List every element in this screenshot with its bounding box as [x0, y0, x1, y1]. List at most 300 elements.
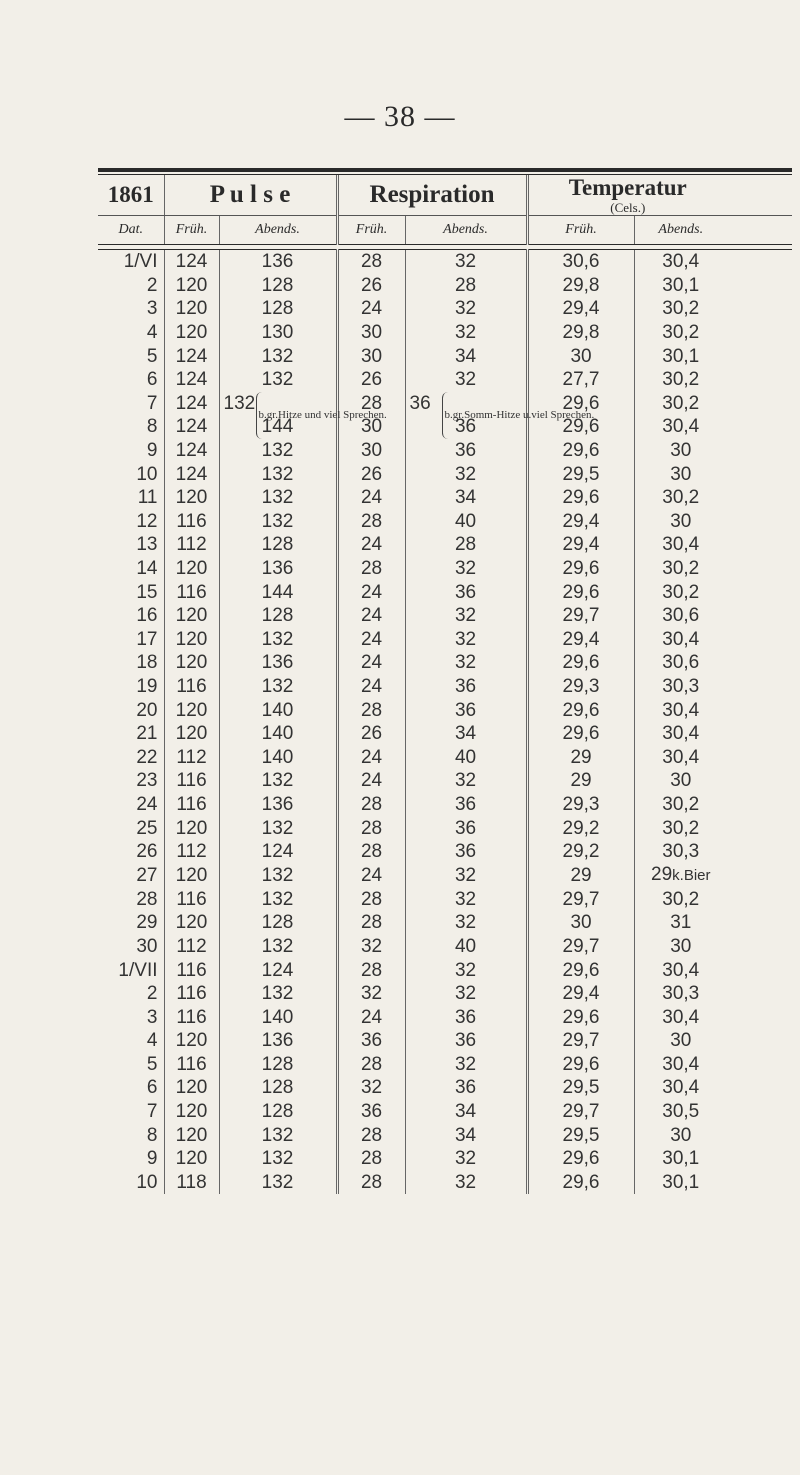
table-row [98, 1076, 792, 1100]
temperature-unit: (Cels.) [610, 200, 646, 215]
pulse-morning-cell: 120 [164, 1029, 219, 1053]
resp-evening-cell: 34 [405, 1100, 527, 1124]
pulse-morning-cell: 116 [164, 510, 219, 534]
temp-morning-cell: 29,6 [527, 1171, 634, 1195]
pulse-evening-cell-value: 132 [223, 393, 256, 415]
resp-evening-cell: 32 [405, 887, 527, 911]
pulse-evening-cell: 132 [219, 368, 337, 392]
table-row [98, 1100, 792, 1124]
temp-morning-cell: 29,8 [527, 274, 634, 298]
pulse-evening-cell: 140 [219, 745, 337, 769]
table-row [98, 462, 792, 486]
table-row [98, 580, 792, 604]
temp-evening-cell: 30 [634, 1123, 727, 1147]
temp-morning-cell: 29,6 [527, 722, 634, 746]
pulse-header: P u l s e [164, 175, 337, 216]
temp-evening-cell: 30,2 [634, 557, 727, 581]
resp-evening-cell: 32 [405, 982, 527, 1006]
date-cell: 8 [146, 416, 158, 438]
temp-evening-cell: 30,3 [634, 982, 727, 1006]
brace-annotation: b.gr.Somm-Hitze u.viel Sprechen. [442, 392, 517, 439]
resp-morning-cell: 24 [337, 486, 405, 510]
temp-morning-cell: 29,6 [527, 439, 634, 463]
temp-evening-cell: 30,2 [634, 816, 727, 840]
margin-spacer [727, 769, 792, 793]
pulse-evening-cell: 136 [219, 557, 337, 581]
table-row [98, 1005, 792, 1029]
date-cell: 27 [136, 864, 158, 886]
temp-morning-cell: 29,2 [527, 816, 634, 840]
temp-evening-cell: 30,4 [634, 1053, 727, 1077]
margin-spacer [727, 486, 792, 510]
pulse-morning-cell: 120 [164, 486, 219, 510]
date-cell: 9 [146, 1148, 158, 1170]
pulse-evening-cell: 128 [219, 1100, 337, 1124]
resp-evening-cell: 40 [405, 745, 527, 769]
resp-morning-cell: 24 [337, 604, 405, 628]
resp-morning-cell: 36 [337, 1100, 405, 1124]
resp-evening-cell: 32 [405, 250, 527, 274]
resp-evening-cell: 32 [405, 1053, 527, 1077]
pulse-evening-cell: 136 [219, 250, 337, 274]
date-cell: 5 [146, 1053, 158, 1075]
resp-evening-cell-value: 36 [409, 393, 431, 415]
temp-evening-cell: 30,1 [634, 344, 727, 368]
date-cell: 10 [136, 1171, 158, 1193]
date-cell: 1/VI [123, 251, 158, 273]
resp-morning-cell: 28 [337, 557, 405, 581]
temp-morning-cell: 29,6 [527, 651, 634, 675]
date-cell: 19 [136, 675, 158, 697]
date-cell: 1/VII [118, 959, 158, 981]
pulse-morning-cell: 124 [164, 250, 219, 274]
resp-evening-cell: 32 [405, 958, 527, 982]
resp-morning-cell: 24 [337, 1005, 405, 1029]
resp-morning-cell: 32 [337, 935, 405, 959]
measurement-table [98, 168, 792, 1194]
temp-evening-cell: 30,4 [634, 250, 727, 274]
table-row [98, 321, 792, 345]
page-number: — 38 — [344, 100, 456, 133]
pulse-morning-cell: 116 [164, 580, 219, 604]
temp-morning-cell: 29,4 [527, 628, 634, 652]
margin-spacer [727, 745, 792, 769]
pulse-morning-cell: 112 [164, 533, 219, 557]
temp-evening-cell: 30 [634, 439, 727, 463]
resp-evening-cell: 36 [405, 1029, 527, 1053]
resp-evening-cell: 32 [405, 651, 527, 675]
temp-evening-cell: 30,4 [634, 722, 727, 746]
temp-morning-cell: 30 [527, 911, 634, 935]
pulse-morning-cell: 120 [164, 321, 219, 345]
resp-evening-cell: 36 [405, 415, 527, 439]
pulse-evening-cell: 132 [219, 887, 337, 911]
temp-morning-cell: 29 [527, 745, 634, 769]
margin-spacer [727, 935, 792, 959]
temp-evening-cell [634, 863, 727, 887]
temp-evening-cell: 30,2 [634, 580, 727, 604]
table-row [98, 510, 792, 534]
temp-morning-cell: 29,6 [527, 1147, 634, 1171]
margin-spacer [727, 1100, 792, 1124]
respiration-header: Respiration [337, 175, 527, 216]
temp-morning-cell: 29,4 [527, 533, 634, 557]
table-row [98, 533, 792, 557]
table-row [98, 557, 792, 581]
pulse-morning-cell: 120 [164, 698, 219, 722]
temp-evening-cell: 30,4 [634, 415, 727, 439]
brace-annotation: b.gr.Hitze und viel Sprechen. [256, 392, 331, 439]
table-row [98, 698, 792, 722]
margin-spacer [727, 1147, 792, 1171]
margin-spacer [727, 297, 792, 321]
date-cell: 7 [146, 1101, 158, 1123]
pulse-morning-cell: 120 [164, 816, 219, 840]
margin-spacer [727, 958, 792, 982]
pulse-evening-cell: 132 [219, 344, 337, 368]
temp-evening-cell: 30,1 [634, 1147, 727, 1171]
temp-evening-cell: 30,2 [634, 297, 727, 321]
table-row [98, 651, 792, 675]
date-cell: 2 [146, 983, 158, 1005]
pulse-morning-cell: 120 [164, 651, 219, 675]
date-cell: 25 [136, 817, 158, 839]
date-cell: 4 [146, 1030, 158, 1052]
resp-morning-cell: 28 [337, 1053, 405, 1077]
margin-spacer [727, 462, 792, 486]
pulse-evening-cell: 136 [219, 1029, 337, 1053]
resp-morning-cell: 28 [337, 840, 405, 864]
temp-morning-cell: 29,3 [527, 793, 634, 817]
temp-evening-cell: 30,1 [634, 1171, 727, 1195]
resp-morning-cell: 28 [337, 911, 405, 935]
pulse-morning-cell: 120 [164, 911, 219, 935]
resp-morning-cell: 26 [337, 274, 405, 298]
date-cell: 3 [146, 1006, 158, 1028]
pulse-morning-cell: 116 [164, 793, 219, 817]
pulse-evening-cell: 132 [219, 628, 337, 652]
resp-evening-cell: 28 [405, 274, 527, 298]
margin-spacer [727, 175, 792, 216]
temp-evening-cell: 30,2 [634, 793, 727, 817]
resp-morning-cell: 28 [337, 392, 405, 416]
temp-morning-cell: 29,6 [527, 698, 634, 722]
pulse-evening-cell: 140 [219, 1005, 337, 1029]
table-row [98, 982, 792, 1006]
temp-morning-cell: 29,6 [527, 392, 634, 416]
date-cell: 28 [136, 888, 158, 910]
pulse-morning-cell: 112 [164, 935, 219, 959]
pulse-morning-cell: 124 [164, 415, 219, 439]
resp-morning-cell: 24 [337, 628, 405, 652]
resp-morning-cell: 24 [337, 769, 405, 793]
temp-evening-cell: 31 [634, 911, 727, 935]
resp-evening-cell: 32 [405, 1147, 527, 1171]
resp-morning-cell: 28 [337, 816, 405, 840]
pulse-evening-cell: 132 [219, 1147, 337, 1171]
temp-morning-cell: 29 [527, 769, 634, 793]
pulse-evening-cell: 128 [219, 533, 337, 557]
year-header: 1861 [98, 175, 164, 216]
temp-evening-cell: 30 [634, 462, 727, 486]
date-cell: 9 [146, 440, 158, 462]
resp-evening-cell: 28 [405, 533, 527, 557]
pulse-morning-cell: 120 [164, 628, 219, 652]
pulse-morning-cell: 124 [164, 462, 219, 486]
data-table [98, 175, 792, 1194]
table-row [98, 274, 792, 298]
temp-evening-cell: 30,5 [634, 1100, 727, 1124]
temp-morning-cell: 29,6 [527, 415, 634, 439]
table-row [98, 344, 792, 368]
table-row [98, 863, 792, 887]
pulse-morning-cell: 116 [164, 1005, 219, 1029]
date-subheader: Dat. [98, 216, 164, 245]
table-row [98, 1123, 792, 1147]
resp-evening-cell: 40 [405, 935, 527, 959]
temp-morning-cell: 29,4 [527, 510, 634, 534]
pulse-evening-cell: 124 [219, 840, 337, 864]
margin-spacer [727, 722, 792, 746]
date-cell: 16 [136, 605, 158, 627]
date-cell: 11 [137, 487, 158, 509]
temp-morning-cell: 29,5 [527, 1076, 634, 1100]
margin-spacer [727, 1053, 792, 1077]
resp-evening-cell: 36 [405, 698, 527, 722]
resp-evening-cell: 36 [405, 816, 527, 840]
margin-spacer [727, 415, 792, 439]
pulse-morning-cell: 120 [164, 722, 219, 746]
margin-spacer [727, 344, 792, 368]
resp-evening-cell: 32 [405, 462, 527, 486]
temp-evening-cell: 30 [634, 935, 727, 959]
date-cell: 3 [146, 298, 158, 320]
pulse-evening-cell: 144 [219, 580, 337, 604]
temp-evening-cell: 30 [634, 1029, 727, 1053]
temp-evening-cell: 30 [634, 769, 727, 793]
date-cell: 21 [136, 723, 158, 745]
table-row [98, 1147, 792, 1171]
resp-evening-cell: 32 [405, 863, 527, 887]
date-cell: 14 [136, 558, 158, 580]
temp-morning-cell: 29,6 [527, 1005, 634, 1029]
temp-morning-cell: 29,4 [527, 297, 634, 321]
margin-spacer [727, 392, 792, 416]
pulse-evening-cell: 130 [219, 321, 337, 345]
table-row [98, 840, 792, 864]
temp-morning-cell: 29,5 [527, 462, 634, 486]
resp-morning-cell: 30 [337, 439, 405, 463]
temp-morning-subheader: Früh. [527, 216, 634, 245]
date-cell: 8 [146, 1124, 158, 1146]
pulse-morning-cell: 116 [164, 982, 219, 1006]
table-row [98, 250, 792, 274]
pulse-morning-subheader: Früh. [164, 216, 219, 245]
resp-morning-cell: 30 [337, 321, 405, 345]
resp-evening-cell: 32 [405, 604, 527, 628]
resp-morning-cell: 28 [337, 1147, 405, 1171]
date-cell: 20 [136, 699, 158, 721]
temp-evening-cell: 30,2 [634, 887, 727, 911]
margin-spacer [727, 274, 792, 298]
date-cell: 22 [136, 746, 158, 768]
pulse-morning-cell: 124 [164, 344, 219, 368]
pulse-morning-cell: 120 [164, 274, 219, 298]
margin-spacer [727, 1029, 792, 1053]
margin-spacer [727, 793, 792, 817]
margin-spacer [727, 628, 792, 652]
margin-spacer [727, 250, 792, 274]
date-cell: 2 [146, 274, 158, 296]
margin-spacer [727, 698, 792, 722]
table-row [98, 628, 792, 652]
pulse-evening-cell: 132 [219, 462, 337, 486]
margin-spacer [727, 675, 792, 699]
margin-spacer [727, 982, 792, 1006]
temp-evening-cell: 30,4 [634, 533, 727, 557]
temp-evening-cell: 30,3 [634, 675, 727, 699]
table-row [98, 958, 792, 982]
resp-evening-cell: 36 [405, 580, 527, 604]
margin-spacer [727, 604, 792, 628]
pulse-evening-cell: 128 [219, 1076, 337, 1100]
margin-spacer [727, 1005, 792, 1029]
pulse-morning-cell: 120 [164, 604, 219, 628]
date-cell: 17 [136, 628, 158, 650]
date-cell: 13 [136, 534, 158, 556]
temp-morning-cell: 29 [527, 863, 634, 887]
table-row [98, 297, 792, 321]
margin-spacer [727, 840, 792, 864]
pulse-evening-cell: 132 [219, 935, 337, 959]
table-top-rule [98, 168, 792, 172]
temp-evening-subheader: Abends. [634, 216, 727, 245]
margin-spacer [727, 439, 792, 463]
temp-morning-cell: 29,6 [527, 958, 634, 982]
resp-morning-cell: 24 [337, 297, 405, 321]
date-cell: 29 [136, 912, 158, 934]
resp-evening-cell: 32 [405, 769, 527, 793]
resp-morning-cell: 36 [337, 1029, 405, 1053]
temp-evening-cell: 30,2 [634, 486, 727, 510]
temperature-header [527, 175, 727, 216]
margin-spacer [727, 1171, 792, 1195]
pulse-evening-cell: 132 [219, 510, 337, 534]
margin-spacer [727, 1076, 792, 1100]
resp-morning-cell: 32 [337, 982, 405, 1006]
date-cell: 30 [136, 935, 158, 957]
temp-evening-cell: 30,4 [634, 1076, 727, 1100]
date-cell: 15 [136, 581, 158, 603]
table-body [98, 250, 792, 1195]
resp-morning-cell: 24 [337, 533, 405, 557]
pulse-evening-cell: 132 [219, 439, 337, 463]
pulse-evening-cell: 132 [219, 816, 337, 840]
resp-evening-cell: 32 [405, 368, 527, 392]
date-cell: 7 [146, 392, 158, 414]
date-cell: 10 [136, 463, 158, 485]
resp-morning-cell: 28 [337, 887, 405, 911]
table-row [98, 745, 792, 769]
temp-morning-cell: 30 [527, 344, 634, 368]
table-row [98, 368, 792, 392]
pulse-morning-cell: 112 [164, 745, 219, 769]
resp-morning-cell: 30 [337, 415, 405, 439]
resp-morning-cell: 26 [337, 368, 405, 392]
pulse-evening-cell: 128 [219, 297, 337, 321]
table-row [98, 1053, 792, 1077]
resp-evening-cell: 32 [405, 297, 527, 321]
resp-morning-cell: 24 [337, 675, 405, 699]
pulse-morning-cell: 124 [164, 439, 219, 463]
pulse-evening-cell: 132 [219, 1171, 337, 1195]
temp-evening-cell: 30,6 [634, 604, 727, 628]
table-row [98, 1029, 792, 1053]
temp-evening-cell: 30,4 [634, 698, 727, 722]
table-row [98, 486, 792, 510]
date-cell: 23 [136, 770, 158, 792]
resp-evening-cell: 36 [405, 439, 527, 463]
pulse-morning-cell: 116 [164, 887, 219, 911]
table-row [98, 722, 792, 746]
resp-morning-cell: 30 [337, 344, 405, 368]
pulse-evening-cell: 132 [219, 863, 337, 887]
resp-evening-cell: 32 [405, 628, 527, 652]
resp-morning-cell: 24 [337, 863, 405, 887]
margin-spacer [727, 1123, 792, 1147]
pulse-evening-cell: 128 [219, 1053, 337, 1077]
table-row [98, 439, 792, 463]
pulse-evening-cell: 124 [219, 958, 337, 982]
pulse-evening-cell: 132 [219, 675, 337, 699]
margin-spacer [727, 557, 792, 581]
date-cell: 18 [136, 652, 158, 674]
resp-evening-subheader: Abends. [405, 216, 527, 245]
temp-morning-cell: 27,7 [527, 368, 634, 392]
pulse-evening-cell: 128 [219, 274, 337, 298]
resp-evening-cell: 34 [405, 344, 527, 368]
pulse-evening-subheader: Abends. [219, 216, 337, 245]
margin-spacer [727, 816, 792, 840]
resp-morning-cell: 28 [337, 1171, 405, 1195]
resp-morning-cell: 26 [337, 462, 405, 486]
table-row [98, 604, 792, 628]
temp-morning-cell: 29,7 [527, 1100, 634, 1124]
resp-evening-cell: 32 [405, 1171, 527, 1195]
temp-morning-cell: 29,6 [527, 1053, 634, 1077]
pulse-evening-cell: 140 [219, 698, 337, 722]
temp-morning-cell: 29,6 [527, 486, 634, 510]
pulse-evening-cell: 136 [219, 651, 337, 675]
margin-spacer [727, 863, 792, 887]
resp-evening-cell: 40 [405, 510, 527, 534]
resp-evening-cell: 32 [405, 557, 527, 581]
resp-morning-cell: 26 [337, 722, 405, 746]
pulse-evening-cell: 132 [219, 486, 337, 510]
table-row [98, 911, 792, 935]
margin-spacer [727, 580, 792, 604]
pulse-morning-cell: 124 [164, 368, 219, 392]
margin-spacer [727, 368, 792, 392]
resp-morning-cell: 28 [337, 698, 405, 722]
table-row [98, 793, 792, 817]
temp-evening-cell: 30,4 [634, 1005, 727, 1029]
margin-spacer [727, 887, 792, 911]
pulse-evening-cell: 128 [219, 911, 337, 935]
pulse-morning-cell: 116 [164, 1053, 219, 1077]
temp-evening-cell: 30,2 [634, 368, 727, 392]
temp-morning-cell: 29,7 [527, 935, 634, 959]
